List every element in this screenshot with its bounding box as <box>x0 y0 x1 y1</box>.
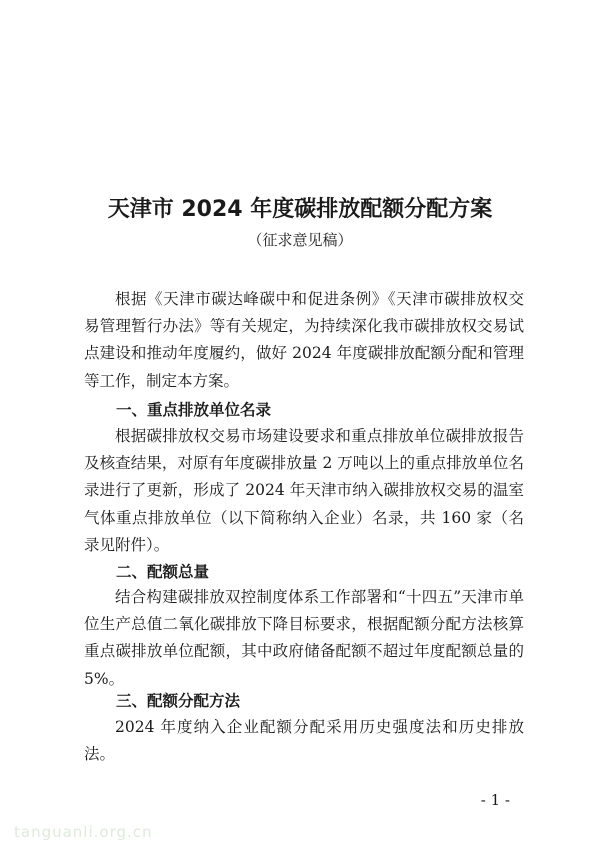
section-body-1: 根据碳排放权交易市场建设要求和重点排放单位碳排放报告及核查结果，对原有年度碳排放量 2 万吨以上的重点排放单位名录进行了更新，形成了 2024 年天津市纳入碳排放权交易的温室气体重点排放单位（以下简称纳入企业）名录，共 160 家（名录见附件）。 <box>84 427 524 554</box>
section-body-2: 结合构建碳排放双控制度体系工作部署和“十四五”天津市单位生产总值二氧化碳排放下降目标要求，根据配额分配方法核算重点碳排放单位配额，其中政府储备配额不超过年度配额总量的 5%。 <box>84 588 524 688</box>
intro-paragraph: 根据《天津市碳达峰碳中和促进条例》《天津市碳排放权交易管理暂行办法》等有关规定，为持续深化我市碳排放权交易试点建设和推动年度履约，做好 2024 年度碳排放配额分配和管理等工作，制定本方案。 <box>84 290 524 390</box>
section-heading-1: 一、重点排放单位名录 <box>116 401 272 419</box>
document-subtitle: （征求意见稿） <box>247 231 353 249</box>
section-body-3: 2024 年度纳入企业配额分配采用历史强度法和历史排放法。 <box>84 718 524 764</box>
section-heading-2: 二、配额总量 <box>116 563 210 581</box>
document-title: 天津市 2024 年度碳排放配额分配方案 <box>107 197 493 222</box>
section-heading-3: 三、配额分配方法 <box>116 692 241 710</box>
watermark-text: tanguanli.org.cn <box>14 823 153 841</box>
page-number: - 1 - <box>480 791 510 809</box>
